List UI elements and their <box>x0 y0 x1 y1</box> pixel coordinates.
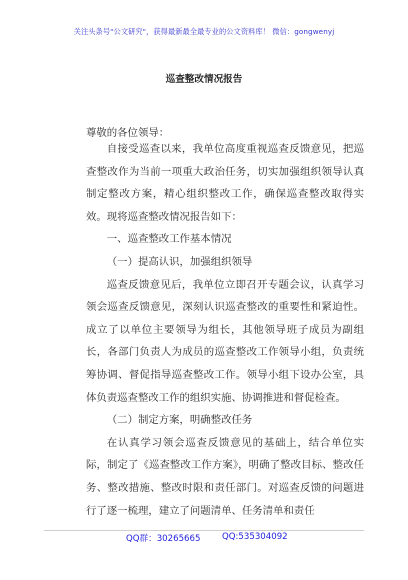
heading-section-1: 一、巡查整改工作基本情况 <box>106 233 232 246</box>
paragraph-organization: 巡查反馈意见后，我单位立即召开专题会议，认真学习领会巡查反馈意见，深刻认识巡查整改的重要性和紧迫性。成立了以单位主要领导为组长，其他领导班子成员为副组长，各部门负责人为成员的巡查整改工作领导小组，负责统筹协调、督促指导巡查整改工作。领导小组下设办公室，具体负责巡查整改工作的组织实施、协调推进和督促检查。 <box>86 278 364 404</box>
header-promo-note: 关注头条号"公文研究"，获得最新最全最专业的公文资料库！ 微信：gongwenyj <box>73 27 335 36</box>
subheading-1: （一）提高认识，加强组织领导 <box>106 255 253 268</box>
footer-qq-group: QQ群：30265665 <box>126 534 201 544</box>
footer-divider <box>44 530 364 531</box>
body-text <box>86 138 364 522</box>
paragraph-plan: 在认真学习领会巡查反馈意见的基础上，结合单位实际，制定了《巡查整改工作方案》，明确了整改目标、整改任务、整改措施、整改时限和责任部门。对巡查反馈的问题进行了逐一梳理，建立了问题清单、任务清单和责任 <box>86 436 364 517</box>
footer-qq-number: QQ:535304092 <box>222 532 288 542</box>
salutation: 尊敬的各位领导： <box>86 127 170 139</box>
subheading-2: （二）制定方案，明确整改任务 <box>106 414 253 427</box>
document-title: 巡查整改情况报告 <box>165 74 243 85</box>
paragraph-intro: 自接受巡查以来，我单位高度重视巡查反馈意见，把巡查整改作为当前一项重大政治任务，切实加强组织领导认真制定整改方案，精心组织整改工作，确保巡查整改取得实效。现将巡查整改情况报告如下： <box>86 143 364 223</box>
